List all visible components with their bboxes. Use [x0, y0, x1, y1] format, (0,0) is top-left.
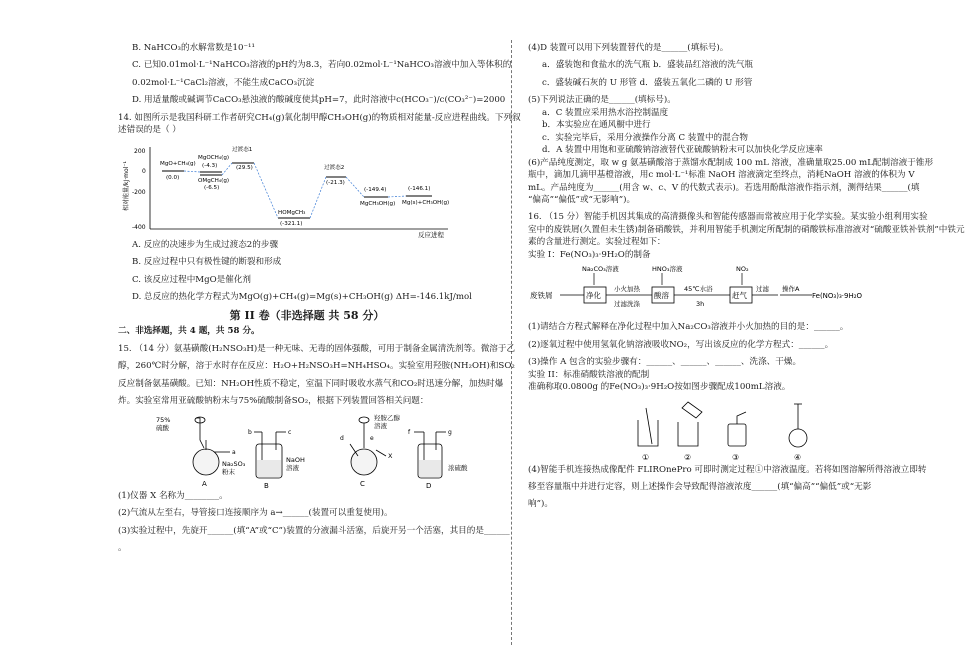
state-value-6: (-149.4) — [364, 186, 387, 193]
q14-stem-cont: 述错误的是（ ） — [118, 125, 181, 136]
section-subtitle: 二、非选择题，共 4 题，共 58 分。 — [118, 326, 260, 337]
q15-cont-3: c．盛装碱石灰的 U 形管 d．盛装五氧化二磷的 U 形管 — [542, 77, 753, 88]
port-d: d — [340, 434, 344, 442]
b-reagent-2: 溶液 — [286, 463, 299, 472]
column-divider — [511, 40, 512, 645]
section-title: 第 II 卷（非选择题 共 58 分） — [229, 308, 385, 322]
q16-question-2: (2)逐氧过程中使用氢氧化钠溶液吸收NO₂，写出该反应的化学方程式：______。 — [528, 339, 834, 350]
flow-step-3: 过滤 — [756, 285, 769, 294]
state-value-5: (-21.3) — [326, 179, 345, 186]
volumetric-flask — [789, 429, 807, 447]
q16-question-weigh: 准确称取0.0800g 的Fe(NO₃)₃·9H₂O按如图步骤配成100mL溶液。 — [528, 382, 791, 393]
state-value-3: (29.5) — [236, 164, 253, 171]
y-tick-minus200: -200 — [132, 188, 146, 196]
q13-option-c: C. 已知0.01mol·L⁻¹NaHCO₃溶液的pH约为8.3，若向0.02mol·L⁻¹NaHCO₃溶液中加入等体积的 — [132, 60, 512, 71]
q16-question-3: (3)操作 A 包含的实验步骤有：______、______、______、洗涤、干燥。 — [528, 357, 802, 368]
flow-box-1: 净化 — [586, 291, 601, 301]
energy-y-label: 相对能量/kJ·mol⁻¹ — [123, 160, 130, 211]
energy-profile-diagram — [118, 139, 496, 239]
c-reagent-1: 羟胺乙醇 — [374, 413, 400, 422]
label-b: B — [264, 481, 269, 490]
flow-step-4: 操作A — [782, 285, 800, 294]
step-2-label: ② — [684, 452, 692, 462]
flow-reagent-1: Na₂CO₃溶液 — [582, 265, 619, 274]
flow-box-3: 赶气 — [732, 291, 747, 301]
flow-box-2: 酸溶 — [654, 291, 669, 301]
q15-cont-9: (6)产品纯度测定，取 w g 氨基磺酸溶于蒸馏水配制成 100 mL 溶液，准确量取25.00 mL配制溶液于锥形 — [528, 157, 934, 168]
q16-question-1: (1)请结合方程式解释在净化过程中加入Na₂CO₃溶液并小火加热的目的是：______。 — [528, 322, 849, 333]
d-reagent: 浓硫酸 — [448, 463, 468, 472]
path-segment-2 — [222, 163, 232, 175]
state-label-3: 过渡态1 — [232, 146, 253, 153]
path-segment-4 — [310, 177, 326, 218]
q16-text-3: 素的含量进行测定。实验过程如下： — [528, 237, 666, 248]
state-label-7: Mg(s)+CH₃OH(g) — [402, 199, 450, 206]
label-a: A — [202, 479, 207, 488]
q14-option-d: D. 总反应的热化学方程式为MgO(g)+CH₄(g)=Mg(s)+CH₃OH(g) ΔH=-146.1kJ/mol — [132, 292, 472, 303]
path-segment-3 — [254, 163, 278, 218]
path-segment-5 — [346, 177, 364, 197]
q15-cont-12: “偏高”“偏低”或“无影响”)。 — [528, 194, 636, 205]
a-reagent-1: 75% — [156, 415, 171, 424]
path-segment-1 — [184, 171, 200, 172]
q15-cont-2: a．盛装饱和食盐水的洗气瓶 b．盛装品红溶液的洗气瓶 — [542, 60, 754, 71]
port-c: c — [288, 428, 292, 436]
q15-cont-4: (5)下列说法正确的是______(填标号)。 — [528, 95, 676, 106]
q16-experiment-2: 实验 II：标准硝酸铁溶液的配制 — [528, 369, 650, 380]
flow-step-2b: 3h — [696, 300, 705, 309]
port-f: f — [408, 428, 411, 436]
flow-reagent-2: HNO₃溶液 — [652, 265, 683, 274]
step-3-label: ③ — [732, 452, 740, 462]
state-value-2: (-6.5) — [204, 184, 220, 191]
a-reagent-3: Na₂SO₃ — [222, 459, 246, 468]
flow-step-2a: 45℃水浴 — [684, 285, 713, 294]
port-g: g — [448, 428, 452, 436]
q15-cont-8: d．A 装置中用饱和亚硫酸钠溶液替代亚硫酸钠粉末可以加快化学反应速率 — [542, 145, 823, 156]
state-label-2: OMgCH₄(g) — [198, 177, 230, 184]
b-reagent-1: NaOH — [286, 455, 305, 464]
state-value-1: (-4.3) — [202, 162, 218, 169]
q16-tail-2: 移至容量瓶中并进行定容，则上述操作会导致配得溶液浓度______(填“偏高”“偏低”或“无影 — [528, 481, 872, 492]
q16-text-4: 实验 I：Fe(NO₃)₃·9H₂O的制备 — [528, 249, 651, 260]
port-e: e — [370, 434, 374, 442]
q13-option-b: B. NaHCO₃的水解常数是10⁻¹¹ — [132, 43, 255, 53]
q15-text-3: 反应制备氨基磺酸。已知：NH₂OH性质不稳定，室温下同时吸收水蒸气和CO₂时迅速分解，加热时爆 — [118, 378, 504, 389]
flow-product: Fe(NO₃)₃·9H₂O — [812, 292, 863, 301]
q15-cont-6: b．本实验应在通风橱中进行 — [542, 120, 651, 131]
state-label-1: MgOCH₄(g) — [198, 154, 230, 161]
state-value-4: (-321.1) — [280, 220, 303, 227]
q15-text-4: 炸。实验室常用亚硫酸钠粉末与75%硫酸制备SO₂，根据下列装置回答相关问题： — [118, 396, 429, 407]
beaker-1 — [638, 420, 658, 446]
state-label-6: MgCH₃OH(g) — [360, 200, 396, 207]
q16-tail-3: 响”)。 — [528, 499, 553, 510]
state-label-5: 过渡态2 — [324, 164, 345, 171]
y-tick-0: 0 — [142, 167, 146, 175]
step-4-label: ④ — [794, 452, 802, 462]
q14-stem: 14. 如图所示是我国科研工作者研究CH₄(g)氧化制甲醇CH₃OH(g)的物质相对能量-反应进程曲线。下列叙 — [118, 112, 521, 123]
q13-option-c-cont: 0.02mol·L⁻¹CaCl₂溶液，不能生成CaCO₃沉淀 — [132, 77, 315, 88]
x-mark: X — [388, 451, 393, 460]
q15-question-2: (2)气流从左至右，导管接口连接顺序为 a→______(装置可以重复使用)。 — [118, 508, 393, 519]
beaker-2 — [678, 422, 698, 446]
right-column — [528, 42, 965, 511]
a-reagent-2: 硫酸 — [156, 423, 169, 432]
state-label-0: MgO+CH₄(g) — [160, 160, 196, 167]
process-flow-diagram — [528, 263, 880, 321]
c-reagent-2: 溶液 — [374, 421, 387, 430]
q14-option-a: A. 反应的决速步为生成过渡态2的步骤 — [132, 239, 279, 250]
q15-cont-7: c．实验完毕后，采用分液操作分离 C 装置中的混合物 — [542, 132, 748, 143]
q14-option-c: C. 该反应过程中MgO是催化剂 — [132, 274, 252, 285]
apparatus-d — [414, 432, 446, 478]
q15-question-3: (3)实验过程中，先旋开______(填“A”或“C”)装置的分液漏斗活塞，后旋开另一个活塞，其目的是______ — [118, 525, 510, 536]
flow-reagent-3: NO₂ — [736, 265, 749, 274]
step-1-label: ① — [642, 452, 650, 462]
state-label-4: HOMgCH₃ — [278, 209, 306, 216]
state-value-7: (-146.1) — [408, 185, 431, 192]
a-reagent-4: 粉末 — [222, 467, 235, 476]
q16-text-2: 室中的废铁屑(久置但未生锈)制备硝酸铁，并利用智能手机测定所配制的硝酸铁标准溶液对“硫酸亚铁补铁剂”中铁元 — [528, 224, 965, 235]
q15-question-3-end: 。 — [118, 543, 127, 554]
left-column — [118, 42, 521, 555]
q15-cont-10: 瓶中，滴加几滴甲基橙溶液，用c mol·L⁻¹标准 NaOH 溶液滴定至终点，消耗NaOH 溶液的体积为 V — [528, 170, 915, 181]
q13-option-d: D. 用适量酸或碱调节CaCO₃悬浊液的酸碱度使其pH=7，此时溶液中c(HCO₃⁻)/c(CO₃²⁻)=2000 — [132, 95, 506, 106]
q16-tail-1: (4)智能手机连接热成像配件 FLIROnePro 可即时测定过程①中溶液温度。若将如图溶解所得溶液立即转 — [528, 464, 927, 475]
flow-step-1b: 过滤洗涤 — [614, 300, 640, 309]
port-a: a — [232, 448, 236, 456]
label-d: D — [426, 481, 432, 490]
q14-option-b: B. 反应过程中只有极性键的断裂和形成 — [132, 257, 282, 268]
q15-cont-5: a．C 装置应采用热水浴控制温度 — [542, 107, 669, 118]
wash-bottle — [728, 424, 746, 446]
q15-text-1: 15. （14 分）氨基磺酸(H₂NSO₃H)是一种无味、无毒的固体强酸，可用于制备金属清洗剂等。微溶于乙 — [118, 343, 516, 354]
flow-start: 废铁屑 — [530, 291, 553, 301]
energy-x-label: 反应进程 — [418, 230, 444, 239]
port-b: b — [248, 428, 252, 436]
q15-cont-11: mL。产品纯度为______(用含 w、c、V 的代数式表示)。若选用酚酞溶液作指示剂，测得结果______(填 — [528, 182, 920, 193]
flow-step-1a: 小火加热 — [614, 285, 640, 294]
q16-text-1: 16. （15 分）智能手机因其集成的高清摄像头和智能传感器而常被应用于化学实验。某实验小组利用实验 — [528, 212, 928, 223]
state-value-0: (0.0) — [166, 174, 180, 181]
path-segment-6 — [388, 196, 406, 197]
solution-prep-diagram — [528, 398, 880, 464]
apparatus-diagram — [118, 410, 496, 490]
label-c: C — [360, 479, 365, 488]
q15-text-2: 醇，260℃时分解，溶于水时存在反应：H₂O+H₂NSO₃H=NH₄HSO₄。实验室用羟胺(NH₂OH)和SO₂ — [118, 361, 515, 372]
y-tick-minus400: -400 — [132, 223, 146, 231]
y-tick-200: 200 — [134, 147, 146, 155]
q15-question-1: (1)仪器 X 名称为________。 — [118, 490, 228, 501]
q15-cont-1: (4)D 装置可以用下列装置替代的是______(填标号)。 — [528, 43, 729, 53]
apparatus-b — [254, 432, 286, 478]
